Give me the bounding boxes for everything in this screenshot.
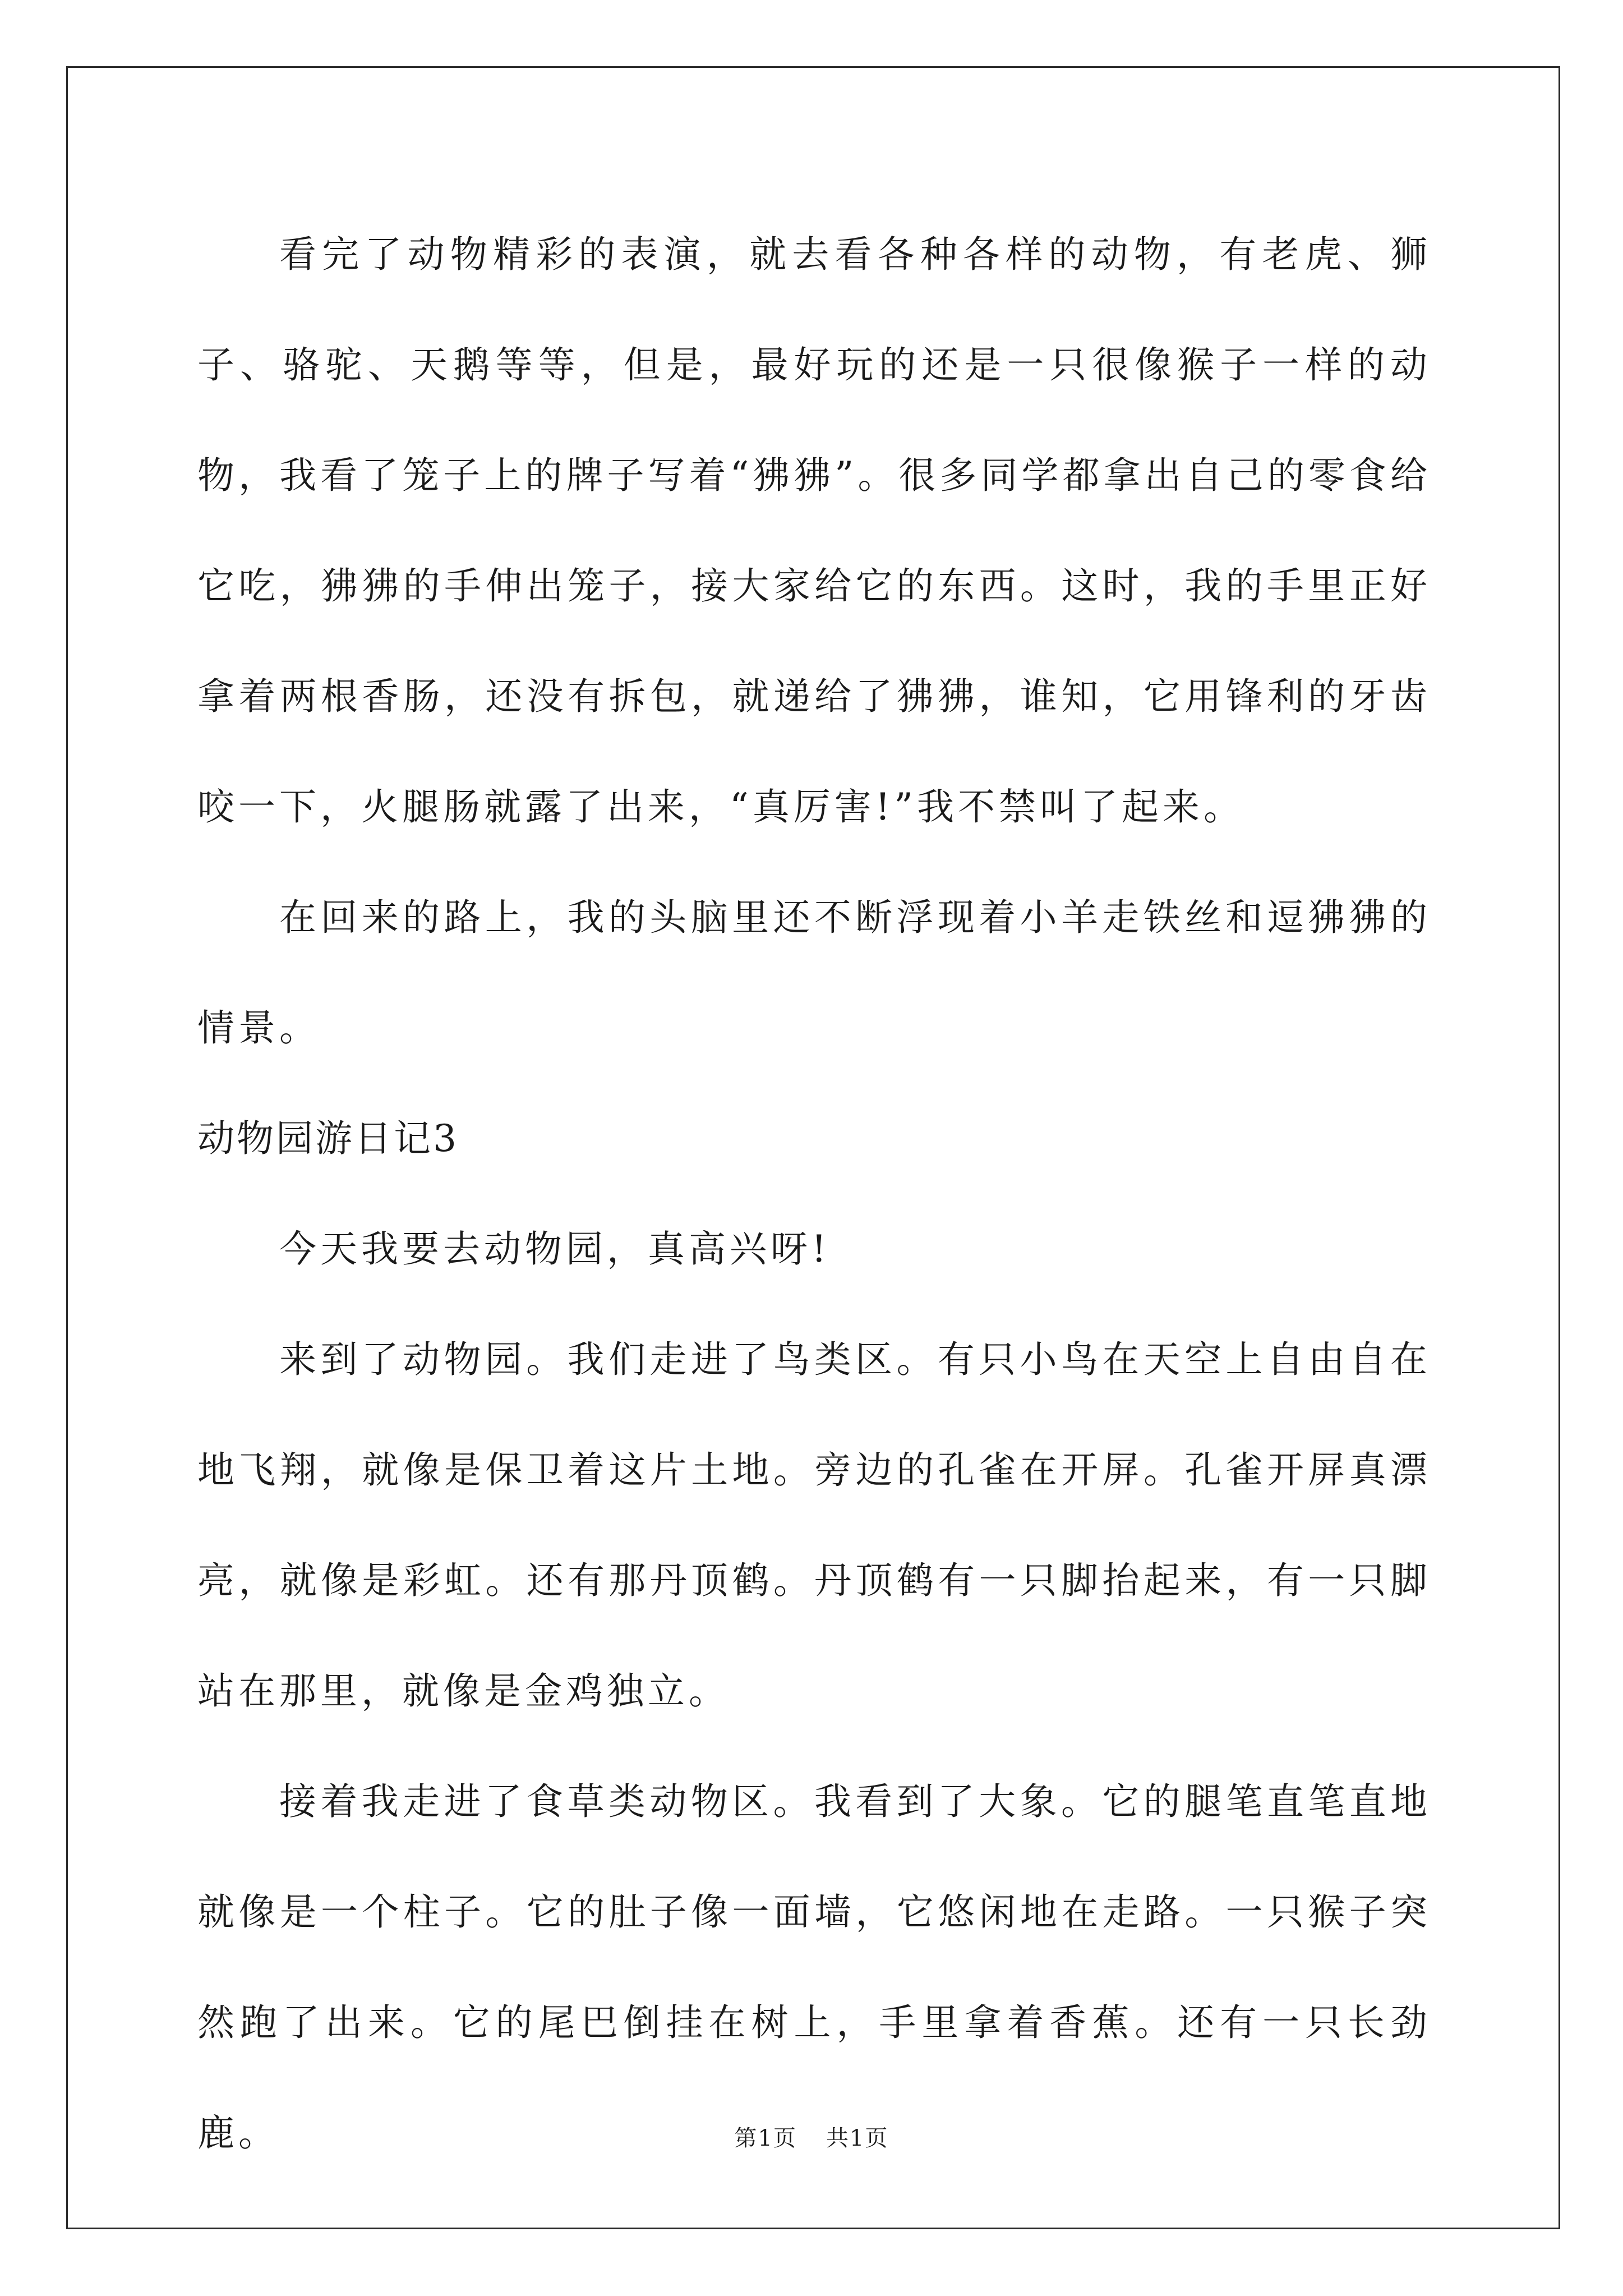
section-title: 动物园游日记3 — [197, 1117, 459, 1160]
section-paragraph-2: 来到了动物园。我们走进了鸟类区。有只小鸟在天空上自由自在地飞翔，就像是保卫着这片土地。旁边的孔雀在开屏。孔雀开屏真漂亮，就像是彩虹。还有那丹顶鹤。丹顶鹤有一只脚抬起来，有一只脚站在那里，就像是金鸡独立。 — [197, 1338, 1431, 1713]
page-number: 第1页 — [734, 2125, 797, 2151]
document-body — [197, 199, 1431, 2188]
page-footer — [0, 2120, 1623, 2152]
section-paragraph-3: 接着我走进了食草类动物区。我看到了大象。它的腿笔直笔直地就像是一个柱子。它的肚子像一面墙，它悠闲地在走路。一只猴子突然跑了出来。它的尾巴倒挂在树上，手里拿着香蕉。还有一只长劲鹿。 — [197, 1780, 1431, 2155]
page-total: 共1页 — [826, 2125, 889, 2151]
section-paragraph-1: 今天我要去动物园，真高兴呀! — [279, 1227, 831, 1271]
paragraph-2: 在回来的路上，我的头脑里还不断浮现着小羊走铁丝和逗狒狒的情景。 — [197, 896, 1431, 1050]
paragraph-1: 看完了动物精彩的表演，就去看各种各样的动物，有老虎、狮子、骆驼、天鹅等等，但是，最好玩的还是一只很像猴子一样的动物，我看了笼子上的牌子写着“狒狒”。很多同学都拿出自己的零食给它吃，狒狒的手伸出笼子，接大家给它的东西。这时，我的手里正好拿着两根香肠，还没有拆包，就递给了狒狒，谁知，它用锋利的牙齿咬一下，火腿肠就露了出来，“真厉害!”我不禁叫了起来。 — [197, 233, 1431, 829]
